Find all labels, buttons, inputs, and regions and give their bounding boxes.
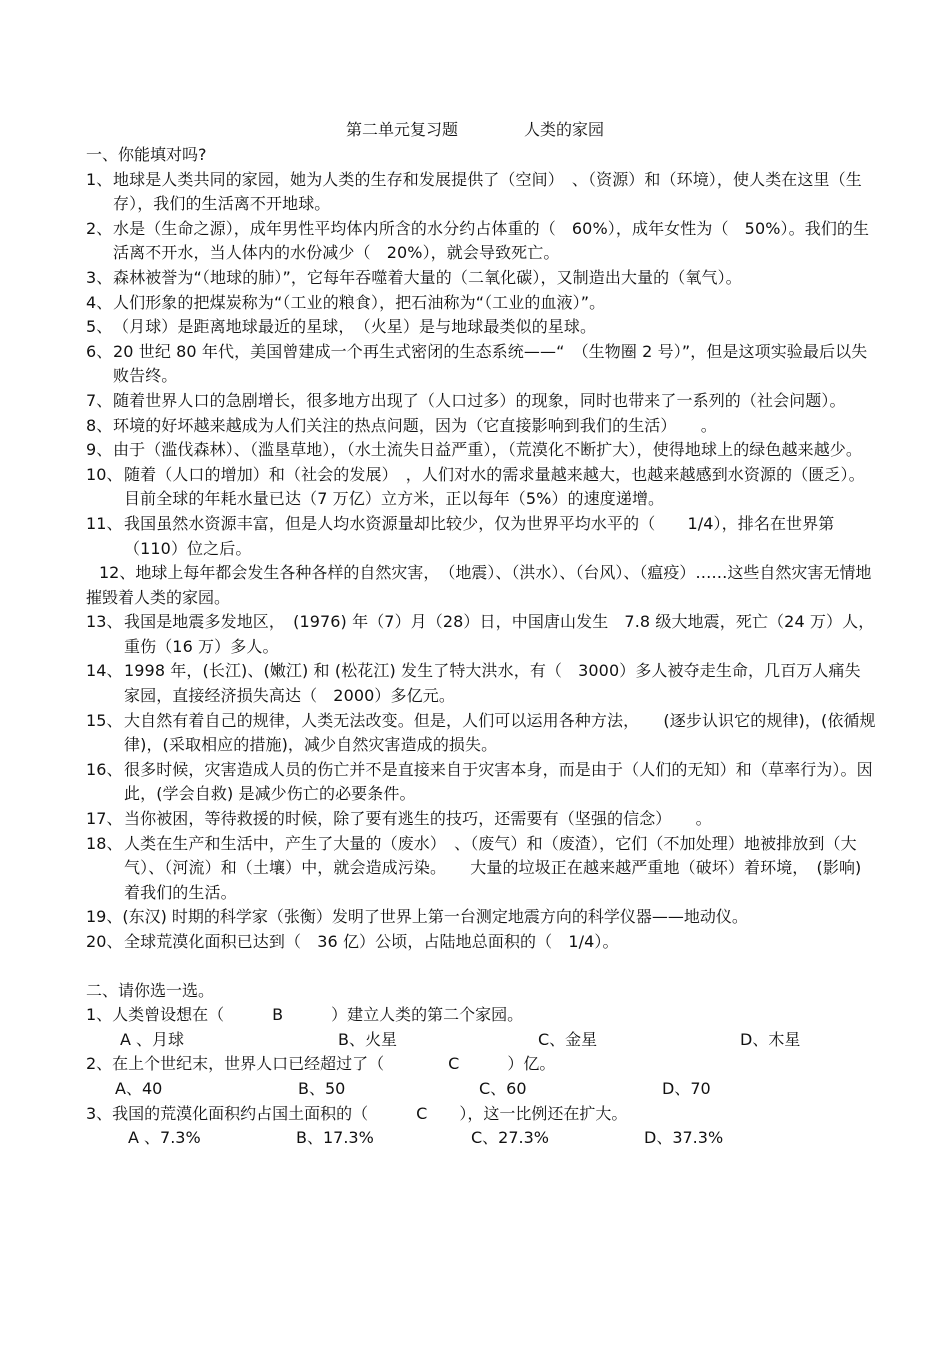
title-main: 第二单元复习题 bbox=[345, 120, 458, 139]
question-text: 人们形象的把煤炭称为“（工业的粮食），把石油称为“（工业的血液）”。 bbox=[113, 292, 606, 312]
question-number: 4、 bbox=[86, 292, 113, 312]
option-a: A、40 bbox=[115, 1078, 163, 1098]
question-16 bbox=[86, 758, 876, 807]
question-text: 20 世纪 80 年代，美国曾建成一个再生式密闭的生态系统——“ （生物圈 2 号）”，但是这项实验最后以失败告终。 bbox=[113, 341, 868, 386]
question-6 bbox=[86, 340, 876, 389]
choice-question-2-stem: 2、在上个世纪末，世界人口已经超过了（ C ）亿。 bbox=[86, 1054, 556, 1074]
question-11 bbox=[86, 512, 876, 561]
question-number: 1、 bbox=[86, 169, 113, 189]
option-d: D、70 bbox=[662, 1078, 711, 1098]
choice-question-1-options bbox=[86, 1028, 876, 1053]
question-number: 5、 bbox=[86, 317, 113, 337]
title-sub: 人类的家园 bbox=[524, 120, 605, 139]
question-number: 16、 bbox=[86, 759, 123, 779]
option-b: B、50 bbox=[298, 1078, 346, 1098]
choice-question-1-stem: 1、人类曾设想在（ B ）建立人类的第二个家园。 bbox=[86, 1005, 524, 1025]
question-20 bbox=[86, 930, 876, 955]
question-text: 大自然有着自己的规律，人类无法改变。但是，人们可以运用各种方法， (逐步认识它的规律)，(依循规律)，(采取相应的措施)，减少自然灾害造成的损失。 bbox=[124, 710, 876, 755]
option-d: D、37.3% bbox=[644, 1128, 724, 1148]
question-text: 水是（生命之源），成年男性平均体内所含的水分约占体重的（ 60%），成年女性为（ 50%）。我们的生活离不开水，当人体内的水份减少（ 20%），就会导致死亡。 bbox=[113, 218, 870, 263]
question-number: 18、 bbox=[86, 833, 123, 853]
option-b: B、17.3% bbox=[296, 1128, 374, 1148]
option-a: A 、月球 bbox=[120, 1029, 185, 1049]
question-19: 19、(东汉) 时期的科学家（张衡）发明了世界上第一台测定地震方向的科学仪器——地动仪。 bbox=[86, 907, 748, 927]
question-14 bbox=[86, 659, 876, 708]
question-18 bbox=[86, 832, 876, 906]
question-9 bbox=[86, 438, 876, 463]
question-text: 地球是人类共同的家园，她为人类的生存和发展提供了（空间） 、（资源）和（环境），使人类在这里（生存），我们的生活离不开地球。 bbox=[113, 169, 862, 214]
question-3 bbox=[86, 266, 876, 291]
question-number: 15、 bbox=[86, 710, 123, 730]
question-number: 2、 bbox=[86, 218, 113, 238]
question-text: 森林被誉为“（地球的肺）”，它每年吞噬着大量的（二氧化碳），又制造出大量的（氧气）。 bbox=[113, 267, 742, 287]
section1-heading: 一、你能填对吗? bbox=[86, 145, 207, 164]
question-number: 3、 bbox=[86, 267, 113, 287]
option-c: C、金星 bbox=[538, 1029, 598, 1049]
question-number: 17、 bbox=[86, 809, 123, 829]
question-text: 随着世界人口的急剧增长，很多地方出现了（人口过多）的现象，同时也带来了一系列的（社会问题）。 bbox=[113, 390, 846, 410]
question-number: 7、 bbox=[86, 390, 113, 410]
question-5 bbox=[86, 315, 876, 340]
choice-question-3-stem: 3、我国的荒漠化面积约占国土面积的（ C ），这一比例还在扩大。 bbox=[86, 1103, 628, 1123]
question-text: 1998 年，(长江)、(嫩江) 和 (松花江) 发生了特大洪水，有（ 3000）多人被夺走生命，几百万人痛失家园，直接经济损失高达（ 2000）多亿元。 bbox=[124, 661, 861, 706]
question-7 bbox=[86, 389, 876, 414]
question-2 bbox=[86, 217, 876, 266]
question-10 bbox=[86, 463, 876, 512]
question-text: 由于（滥伐森林）、（滥垦草地），（水土流失日益严重），（荒漠化不断扩大），使得地球上的绿色越来越少。 bbox=[113, 440, 863, 460]
option-c: C、60 bbox=[479, 1078, 527, 1098]
question-text: 当你被困，等待救援的时候，除了要有逃生的技巧，还需要有（坚强的信念） 。 bbox=[124, 809, 712, 829]
question-number: 6、 bbox=[86, 341, 113, 361]
question-8 bbox=[86, 414, 876, 439]
question-text: 环境的好坏越来越成为人们关注的热点问题，因为（它直接影响到我们的生活） 。 bbox=[113, 415, 717, 435]
question-text: 全球荒漠化面积已达到（ 36 亿）公顷，占陆地总面积的（ 1/4）。 bbox=[124, 932, 619, 951]
choice-question-3-options bbox=[86, 1126, 876, 1151]
question-text: 很多时候，灾害造成人员的伤亡并不是直接来自于灾害本身，而是由于（人们的无知）和（草率行为）。因此，(学会自救) 是减少伤亡的必要条件。 bbox=[124, 759, 873, 804]
question-text: 我国虽然水资源丰富，但是人均水资源量却比较少，仅为世界平均水平的（ 1/4），排名在世界第（110）位之后。 bbox=[124, 513, 835, 558]
question-text: 人类在生产和生活中，产生了大量的（废水） 、（废气）和（废渣），它们（不加处理）地被排放到（大气）、（河流）和（土壤）中，就会造成污染。 大量的垃圾正在越来越严重地（破坏）着环境， (影响) 着我们的生活。 bbox=[124, 833, 862, 902]
section-gap bbox=[86, 955, 876, 979]
choice-question-2-options bbox=[86, 1077, 876, 1102]
question-text: 随着（人口的增加）和（社会的发展） ，人们对水的需求量越来越大，也越来越感到水资源的（匮乏）。目前全球的年耗水量已达（7 万亿）立方米，正以每年（5%）的速度递增。 bbox=[124, 464, 865, 509]
question-13 bbox=[86, 610, 876, 659]
question-number: 8、 bbox=[86, 415, 113, 435]
question-number: 9、 bbox=[86, 440, 113, 460]
question-number: 13、 bbox=[86, 612, 123, 632]
question-number: 11、 bbox=[86, 513, 123, 533]
question-12: 12、地球上每年都会发生各种各样的自然灾害， （地震）、（洪水）、（台风）、（瘟疫）……这些自然灾害无情地摧毁着人类的家园。 bbox=[86, 563, 872, 607]
question-4 bbox=[86, 291, 876, 316]
question-number: 10、 bbox=[86, 464, 123, 484]
document-body bbox=[86, 143, 876, 1151]
option-a: A 、7.3% bbox=[128, 1128, 201, 1148]
option-d: D、木星 bbox=[740, 1029, 801, 1049]
question-15 bbox=[86, 709, 876, 758]
option-c: C、27.3% bbox=[471, 1128, 550, 1148]
question-number: 20、 bbox=[86, 932, 123, 951]
section2-heading: 二、请你选一选。 bbox=[86, 980, 215, 1000]
document-title bbox=[0, 119, 950, 141]
question-17 bbox=[86, 807, 876, 832]
question-text: 我国是地震多发地区， (1976) 年（7）月（28）日，中国唐山发生 7.8 级大地震，死亡（24 万）人，重伤（16 万）多人。 bbox=[124, 612, 875, 656]
option-b: B、火星 bbox=[338, 1029, 397, 1049]
question-number: 14、 bbox=[86, 661, 123, 681]
question-text: （月球）是距离地球最近的星球， （火星）是与地球最类似的星球。 bbox=[113, 317, 597, 337]
question-1 bbox=[86, 168, 876, 217]
